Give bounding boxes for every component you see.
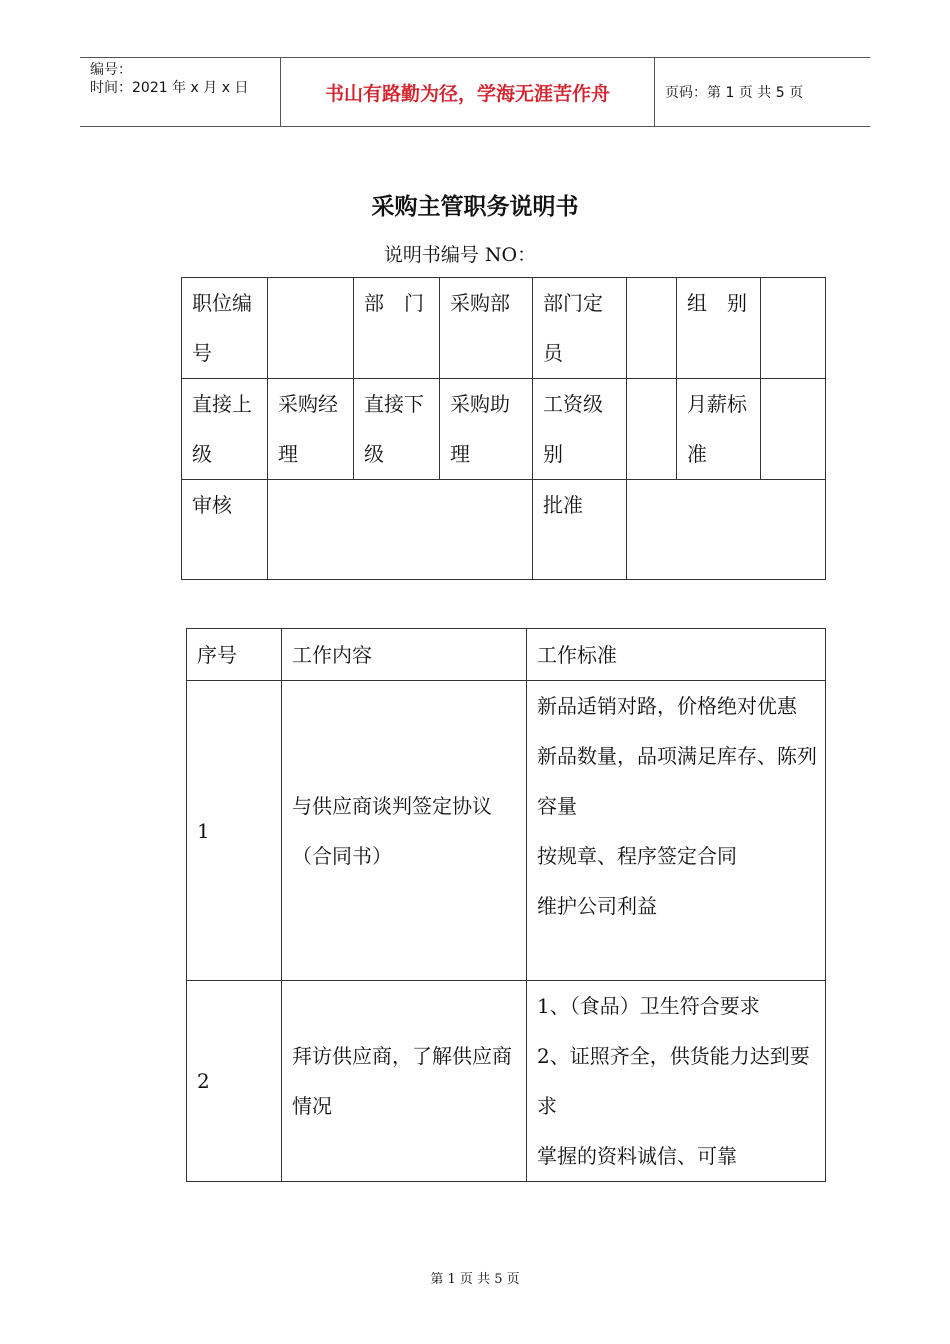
monthly-salary-value <box>761 379 826 480</box>
time-label: 时间：2021 年 x 月 x 日 <box>90 80 249 96</box>
number-label: 编号： <box>90 62 132 78</box>
approve-label: 批准 <box>533 480 627 580</box>
page-footer: 第 1 页 共 5 页 <box>430 1272 520 1287</box>
row-content: 与供应商谈判签定协议（合同书） <box>282 681 527 981</box>
column-header-content: 工作内容 <box>282 629 527 681</box>
superior-label: 直接上级 <box>182 379 268 480</box>
row-content: 拜访供应商，了解供应商情况 <box>282 981 527 1182</box>
standard-item: 1、（食品）卫生符合要求 <box>537 994 760 1018</box>
group-value <box>761 278 826 379</box>
superior-value: 采购经理 <box>268 379 354 480</box>
monthly-salary-label: 月薪标准 <box>677 379 761 480</box>
table-header-row <box>187 629 826 681</box>
page-header <box>80 57 870 127</box>
review-label: 审核 <box>182 480 268 580</box>
table-row <box>182 278 826 379</box>
salary-grade-label: 工资级别 <box>533 379 627 480</box>
dept-quota-value <box>627 278 677 379</box>
table-row <box>187 681 826 981</box>
standard-item: 掌握的资料诚信、可靠 <box>537 1144 737 1168</box>
row-number: 2 <box>187 981 282 1182</box>
header-motto: 书山有路勤为径，学海无涯苦作舟 <box>324 82 610 105</box>
dept-label: 部 门 <box>354 278 440 379</box>
dept-quota-label: 部门定员 <box>533 278 627 379</box>
document-number-label: 说明书编号 NO： <box>383 244 537 266</box>
document-title: 采购主管职务说明书 <box>371 193 579 220</box>
group-label: 组 别 <box>677 278 761 379</box>
row-number: 1 <box>187 681 282 981</box>
standard-item: 维护公司利益 <box>537 894 657 918</box>
subordinate-value: 采购助理 <box>440 379 533 480</box>
header-page-label: 页码：第 1 页 共 5 页 <box>665 85 804 101</box>
table-row <box>182 480 826 580</box>
table-row <box>182 379 826 480</box>
subordinate-label: 直接下级 <box>354 379 440 480</box>
review-value <box>268 480 533 580</box>
standard-item: 按规章、程序签定合同 <box>537 844 737 868</box>
position-info-table <box>181 277 826 580</box>
column-header-standard: 工作标准 <box>527 629 826 681</box>
row-standards <box>527 981 826 1182</box>
approve-value <box>627 480 826 580</box>
column-header-no: 序号 <box>187 629 282 681</box>
row-standards <box>527 681 826 981</box>
header-meta <box>80 58 280 126</box>
standard-item: 2、证照齐全，供货能力达到要求 <box>537 1044 810 1118</box>
dept-value: 采购部 <box>440 278 533 379</box>
standard-item: 新品数量，品项满足库存、陈列容量 <box>537 744 817 818</box>
duty-table <box>186 628 826 1182</box>
position-no-value <box>268 278 354 379</box>
position-no-label: 职位编号 <box>182 278 268 379</box>
salary-grade-value <box>627 379 677 480</box>
standard-item: 新品适销对路，价格绝对优惠 <box>537 694 797 718</box>
table-row <box>187 981 826 1182</box>
